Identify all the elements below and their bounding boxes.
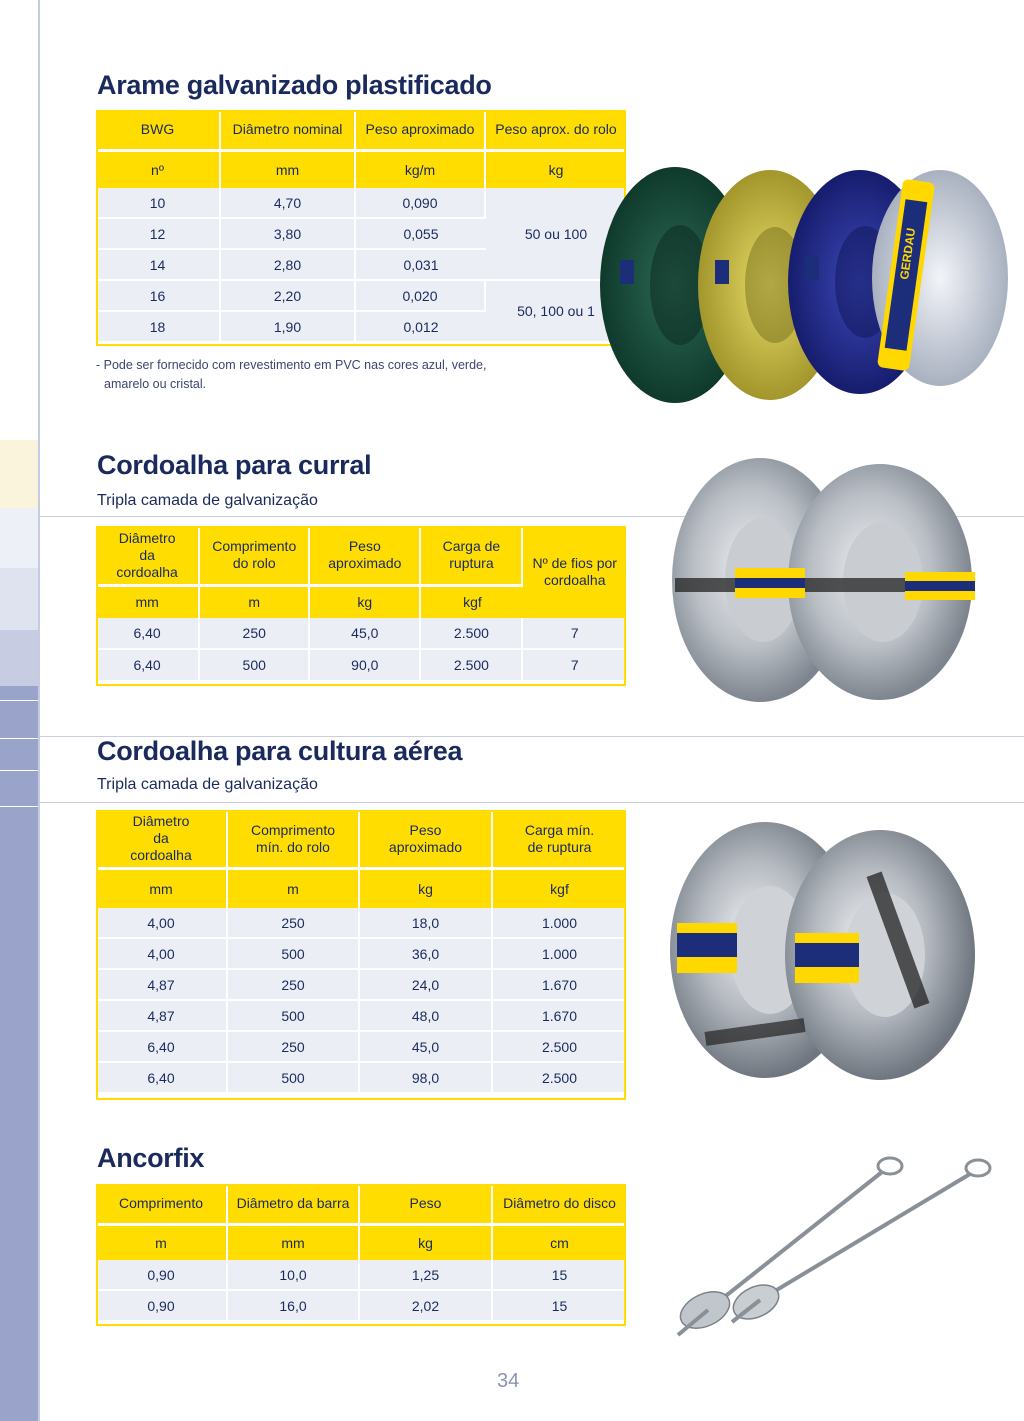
table-cell: 6,40 — [96, 618, 200, 650]
unit-cell: kg/m — [356, 152, 486, 188]
table-cell: 0,020 — [356, 281, 486, 312]
unit-cell: mm — [228, 1226, 360, 1260]
aerial-strand-coils-image — [665, 815, 985, 1095]
header-cell: Carga de ruptura — [421, 526, 523, 584]
arame-note — [96, 356, 546, 394]
table-cell: 1,90 — [221, 312, 356, 343]
table-cell: 500 — [228, 1001, 360, 1032]
table-cell: 0,012 — [356, 312, 486, 343]
unit-cell: m — [200, 584, 310, 618]
table-row — [96, 1291, 626, 1322]
table-cell: 15 — [493, 1260, 626, 1291]
table-cell: 250 — [228, 970, 360, 1001]
unit-cell: kgf — [421, 584, 523, 618]
side-tab-5 — [0, 686, 38, 1421]
table-cell: 1,25 — [360, 1260, 493, 1291]
table-cell: 6,40 — [96, 1032, 228, 1063]
table-unit-row — [96, 152, 626, 188]
table-cell: 2,02 — [360, 1291, 493, 1322]
table-cell: 500 — [228, 1063, 360, 1094]
table-row — [96, 650, 626, 682]
table-cell: 18 — [96, 312, 221, 343]
header-cell: Comprimento do rolo — [200, 526, 310, 584]
arame-table — [96, 110, 626, 343]
product-label-band — [677, 933, 737, 957]
side-tabs — [0, 0, 40, 1421]
table-cell: 0,90 — [96, 1291, 228, 1322]
roll-weight-cell: 50, 100 ou 1 — [486, 281, 626, 343]
table-cell: 2,80 — [221, 250, 356, 281]
roll-weight-cell: 50 ou 100 — [486, 188, 626, 281]
table-cell: 0,055 — [356, 219, 486, 250]
unit-cell: m — [96, 1226, 228, 1260]
ancorfix-title: Ancorfix — [97, 1143, 205, 1173]
table-cell: 4,00 — [96, 908, 228, 939]
table-cell: 4,00 — [96, 939, 228, 970]
note-line: amarelo ou cristal. — [104, 377, 207, 391]
wire-coils-image — [590, 160, 1010, 410]
page-number: 34 — [497, 1370, 520, 1392]
curral-table — [96, 526, 626, 682]
table-cell: 0,031 — [356, 250, 486, 281]
product-label-band — [905, 581, 975, 591]
header-cell: Comprimento mín. do rolo — [228, 810, 360, 870]
header-cell: Diâmetro da cordoalha — [96, 810, 228, 870]
side-divider — [0, 700, 38, 701]
table-cell: 45,0 — [310, 618, 421, 650]
product-label-band — [735, 578, 805, 588]
table-row — [96, 1032, 626, 1063]
table-row — [96, 618, 626, 650]
side-tab-1 — [0, 440, 38, 508]
table-cell: 45,0 — [360, 1032, 493, 1063]
ancorfix-table — [96, 1184, 626, 1322]
table-row — [96, 970, 626, 1001]
side-tab-2 — [0, 508, 38, 568]
side-divider — [0, 738, 38, 739]
table-cell: 2.500 — [493, 1032, 626, 1063]
brand-label: GERDAU — [897, 226, 919, 281]
unit-cell: kg — [360, 1226, 493, 1260]
table-cell: 250 — [200, 618, 310, 650]
table-cell: 0,090 — [356, 188, 486, 219]
header-cell: Carga mín. de ruptura — [493, 810, 626, 870]
table-cell: 16 — [96, 281, 221, 312]
unit-cell: m — [228, 870, 360, 908]
table-row — [96, 1063, 626, 1094]
unit-cell: kg — [360, 870, 493, 908]
table-cell: 2,20 — [221, 281, 356, 312]
table-cell: 18,0 — [360, 908, 493, 939]
table-cell: 4,70 — [221, 188, 356, 219]
table-cell: 24,0 — [360, 970, 493, 1001]
side-divider — [0, 806, 38, 807]
table-header-row — [96, 110, 626, 152]
section-rule — [40, 802, 1024, 803]
table-cell: 48,0 — [360, 1001, 493, 1032]
table-unit-row — [96, 1226, 626, 1260]
product-label-band — [795, 943, 859, 967]
header-cell: BWG — [96, 110, 221, 152]
table-cell: 14 — [96, 250, 221, 281]
coil-tag — [620, 260, 634, 284]
header-cell: Diâmetro da barra — [228, 1184, 360, 1226]
arame-title: Arame galvanizado plastificado — [97, 70, 492, 100]
header-cell: Diâmetro da cordoalha — [96, 526, 200, 584]
table-cell: 1.670 — [493, 1001, 626, 1032]
table-cell: 4,87 — [96, 1001, 228, 1032]
anchor-rod — [728, 1160, 990, 1326]
table-row — [96, 281, 626, 312]
table-cell: 1.670 — [493, 970, 626, 1001]
table-cell: 250 — [228, 1032, 360, 1063]
table-cell: 2.500 — [493, 1063, 626, 1094]
table-cell: 2.500 — [421, 650, 523, 682]
table-cell: 36,0 — [360, 939, 493, 970]
unit-cell: kg — [486, 152, 626, 188]
table-cell: 1.000 — [493, 939, 626, 970]
table-cell: 6,40 — [96, 1063, 228, 1094]
table-cell: 7 — [523, 618, 626, 650]
unit-cell: mm — [96, 870, 228, 908]
table-row — [96, 1001, 626, 1032]
anchor-rod — [675, 1158, 902, 1335]
table-cell: 500 — [228, 939, 360, 970]
header-cell: Peso aproximado — [310, 526, 421, 584]
table-cell: 15 — [493, 1291, 626, 1322]
table-unit-row — [96, 870, 626, 908]
table-cell: 10 — [96, 188, 221, 219]
note-line: - Pode ser fornecido com revestimento em PVC nas cores azul, verde, — [96, 358, 487, 372]
unit-cell: kg — [310, 584, 421, 618]
header-cell: Peso aproximado — [356, 110, 486, 152]
table-cell: 98,0 — [360, 1063, 493, 1094]
coil-tag — [715, 260, 729, 284]
table-header-row — [96, 526, 626, 584]
table-cell: 3,80 — [221, 219, 356, 250]
unit-cell: nº — [96, 152, 221, 188]
table-cell: 12 — [96, 219, 221, 250]
side-rule — [38, 0, 40, 1421]
table-cell: 10,0 — [228, 1260, 360, 1291]
unit-cell: mm — [96, 584, 200, 618]
aerea-title: Cordoalha para cultura aérea — [97, 736, 463, 766]
table-row — [96, 939, 626, 970]
table-row — [96, 1260, 626, 1291]
unit-cell: mm — [221, 152, 356, 188]
table-cell: 1.000 — [493, 908, 626, 939]
table-cell: 2.500 — [421, 618, 523, 650]
table-cell: 0,90 — [96, 1260, 228, 1291]
table-cell: 6,40 — [96, 650, 200, 682]
coil-tag — [805, 256, 819, 280]
curral-title: Cordoalha para curral — [97, 450, 372, 480]
table-cell: 16,0 — [228, 1291, 360, 1322]
header-cell: Peso aproximado — [360, 810, 493, 870]
header-cell: Diâmetro nominal — [221, 110, 356, 152]
ancorfix-anchors-image — [660, 1150, 1000, 1350]
header-cell: Diâmetro do disco — [493, 1184, 626, 1226]
header-cell: Peso aprox. do rolo — [486, 110, 626, 152]
header-cell: Nº de fios por cordoalha — [523, 526, 626, 618]
table-cell: 500 — [200, 650, 310, 682]
aerea-subtitle: Tripla camada de galvanização — [97, 776, 318, 793]
aerea-table — [96, 810, 626, 1094]
side-divider — [0, 770, 38, 771]
table-cell: 4,87 — [96, 970, 228, 1001]
table-row — [96, 188, 626, 219]
side-tab-3 — [0, 568, 38, 630]
header-cell: Comprimento — [96, 1184, 228, 1226]
table-cell: 250 — [228, 908, 360, 939]
side-tab-4 — [0, 630, 38, 686]
header-cell: Peso — [360, 1184, 493, 1226]
curral-subtitle: Tripla camada de galvanização — [97, 492, 318, 509]
unit-cell: kgf — [493, 870, 626, 908]
table-cell: 7 — [523, 650, 626, 682]
table-header-row — [96, 1184, 626, 1226]
table-header-row — [96, 810, 626, 870]
strand-coils-image — [665, 450, 985, 710]
table-cell: 90,0 — [310, 650, 421, 682]
table-row — [96, 908, 626, 939]
unit-cell: cm — [493, 1226, 626, 1260]
